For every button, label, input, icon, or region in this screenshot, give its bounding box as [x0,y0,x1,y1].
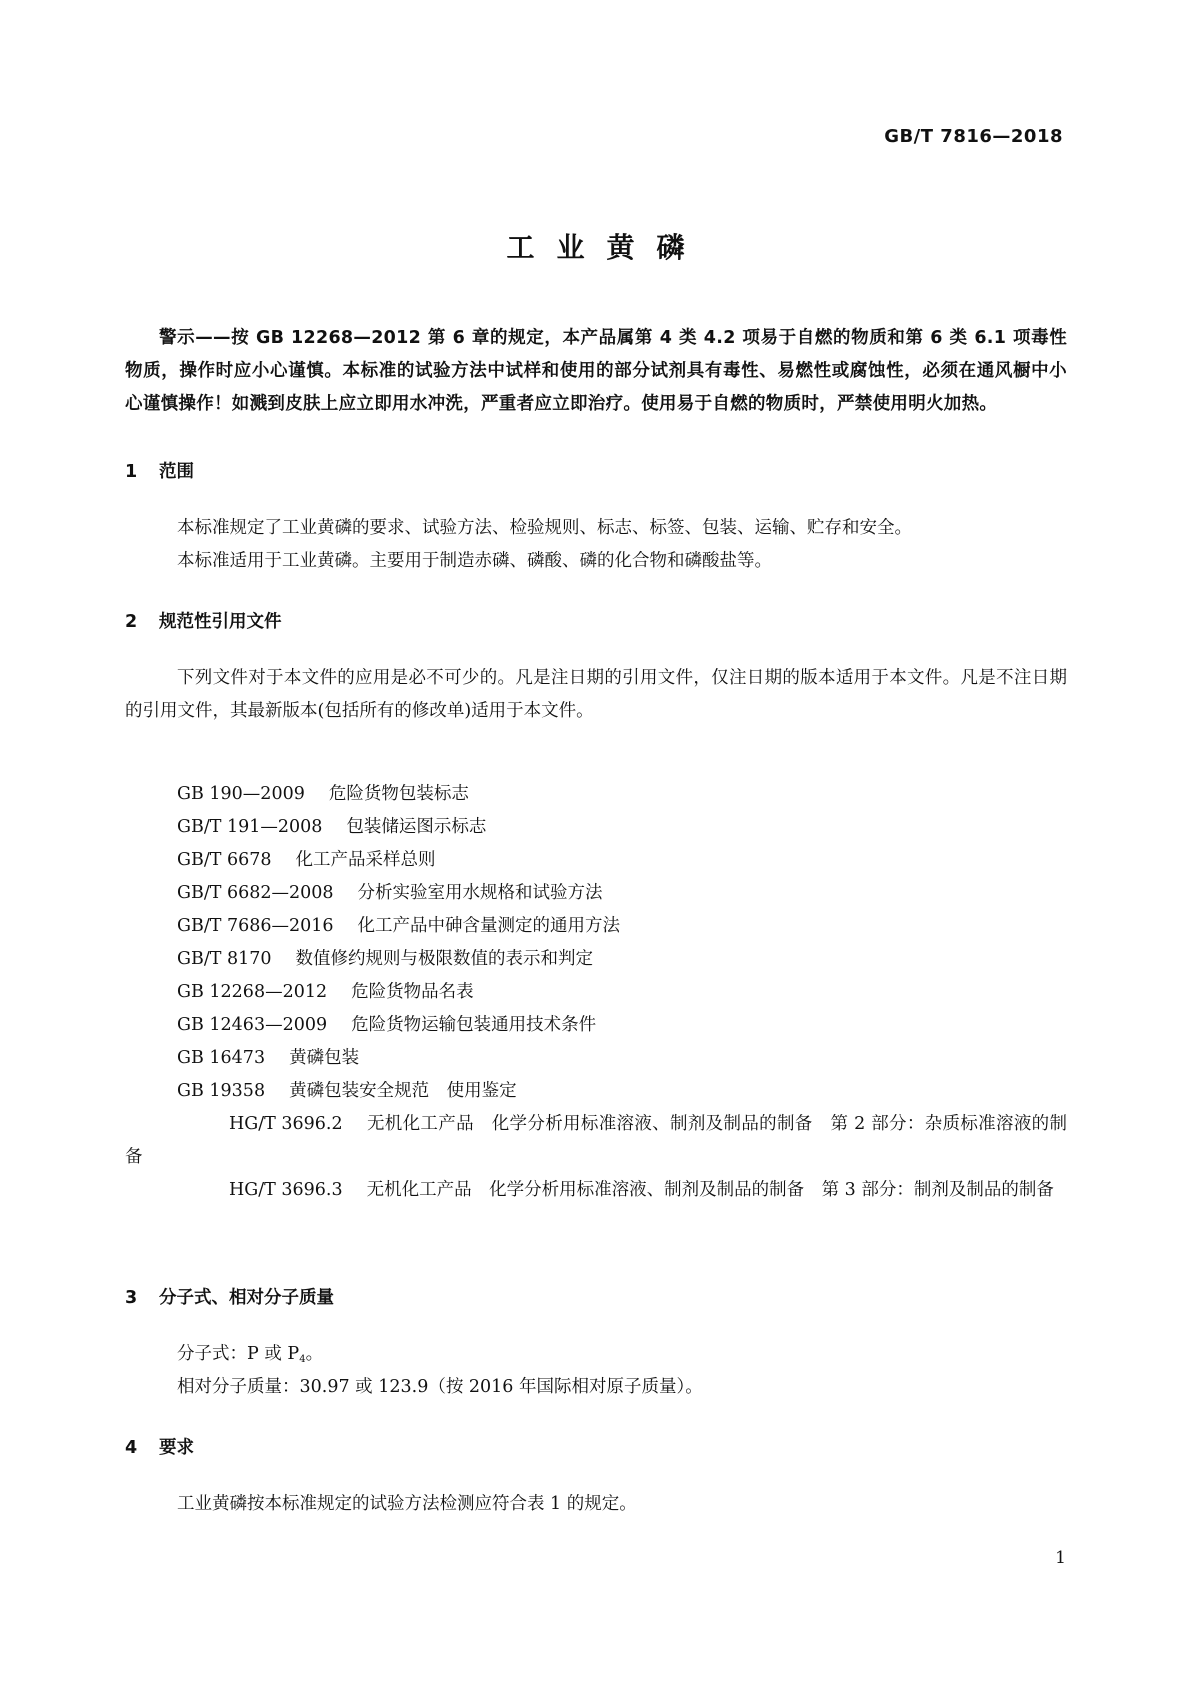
reference-code: GB/T 6678 [177,850,272,870]
section-4-title: 要求 [159,1438,194,1458]
section-1-heading [125,458,194,483]
section-1-paragraph-2: 本标准适用于工业黄磷。主要用于制造赤磷、磷酸、磷的化合物和磷酸盐等。 [177,551,772,571]
reference-title: 黄磷包装安全规范 使用鉴定 [289,1081,517,1101]
section-3-number: 3 [125,1288,138,1308]
section-2-title: 规范性引用文件 [159,612,282,632]
reference-item [125,1108,1067,1174]
section-4-number: 4 [125,1438,138,1458]
warning-paragraph: 警示——按 GB 12268—2012 第 6 章的规定，本产品属第 4 类 4.2 项易于自燃的物质和第 6 类 6.1 项毒性物质，操作时应小心谨慎。本标准的试验方法中试样和使用的部分试剂具有毒性、易燃性或腐蚀性，必须在通风橱中小心谨慎操作！如溅到皮肤上应立即用水冲洗，严重者应立即治疗。使用易于自燃的物质时，严禁使用明火加热。 [125,328,1067,414]
reference-item [125,811,1067,844]
reference-title: 危险货物包装标志 [328,784,469,804]
page-number: 1 [1055,1548,1066,1568]
reference-title: 数值修约规则与极限数值的表示和判定 [295,949,594,969]
reference-title: 化工产品采样总则 [295,850,436,870]
reference-code: GB 19358 [177,1081,266,1101]
reference-title: 危险货物品名表 [351,982,474,1002]
reference-item [125,1042,1067,1075]
section-3-heading [125,1284,334,1309]
reference-item [125,1174,1067,1207]
reference-code: GB 12463—2009 [177,1015,328,1035]
reference-code: GB 190—2009 [177,784,305,804]
reference-title: 危险货物运输包装通用技术条件 [351,1015,597,1035]
reference-title: 包装储运图示标志 [346,817,487,837]
reference-title: 无机化工产品 化学分析用标准溶液、制剂及制品的制备 第 3 部分：制剂及制品的制备 [366,1180,1054,1200]
section-2-heading [125,608,282,633]
reference-title: 黄磷包装 [289,1048,360,1068]
reference-code: GB/T 6682—2008 [177,883,334,903]
reference-item [125,910,1067,943]
formula-subscript: 4 [299,1354,306,1365]
reference-title: 化工产品中砷含量测定的通用方法 [357,916,621,936]
reference-item [125,877,1067,910]
formula-suffix: 。 [305,1344,324,1364]
reference-code: GB/T 7686—2016 [177,916,334,936]
reference-code: HG/T 3696.3 [229,1180,343,1200]
reference-title: 分析实验室用水规格和试验方法 [357,883,603,903]
reference-item [125,778,1067,811]
section-1-title: 范围 [159,462,194,482]
reference-item [125,1075,1067,1108]
reference-code: GB 16473 [177,1048,266,1068]
reference-code: GB/T 8170 [177,949,272,969]
reference-title: 无机化工产品 化学分析用标准溶液、制剂及制品的制备 第 2 部分：杂质标准溶液的制备 [125,1114,1067,1167]
section-2-number: 2 [125,612,138,632]
reference-item [125,976,1067,1009]
section-3-title: 分子式、相对分子质量 [159,1288,334,1308]
reference-code: GB/T 191—2008 [177,817,323,837]
reference-item [125,844,1067,877]
standard-number: GB/T 7816—2018 [884,126,1063,147]
document-title: 工业黄磷 [506,231,707,264]
formula-prefix: 分子式：P 或 P [177,1344,300,1364]
section-2-intro: 下列文件对于本文件的应用是必不可少的。凡是注日期的引用文件，仅注日期的版本适用于本文件。凡是不注日期的引用文件，其最新版本(包括所有的修改单)适用于本文件。 [125,668,1067,721]
reference-item [125,943,1067,976]
section-1-number: 1 [125,462,138,482]
reference-code: HG/T 3696.2 [229,1114,343,1134]
section-1-paragraph-1: 本标准规定了工业黄磷的要求、试验方法、检验规则、标志、标签、包装、运输、贮存和安全。 [177,518,912,538]
reference-code: GB 12268—2012 [177,982,328,1002]
section-4-paragraph: 工业黄磷按本标准规定的试验方法检测应符合表 1 的规定。 [177,1494,637,1514]
normative-reference-list [125,778,1067,1207]
relative-molecular-mass: 相对分子质量：30.97 或 123.9（按 2016 年国际相对原子质量）。 [177,1377,703,1397]
section-4-heading [125,1434,194,1459]
reference-item [125,1009,1067,1042]
